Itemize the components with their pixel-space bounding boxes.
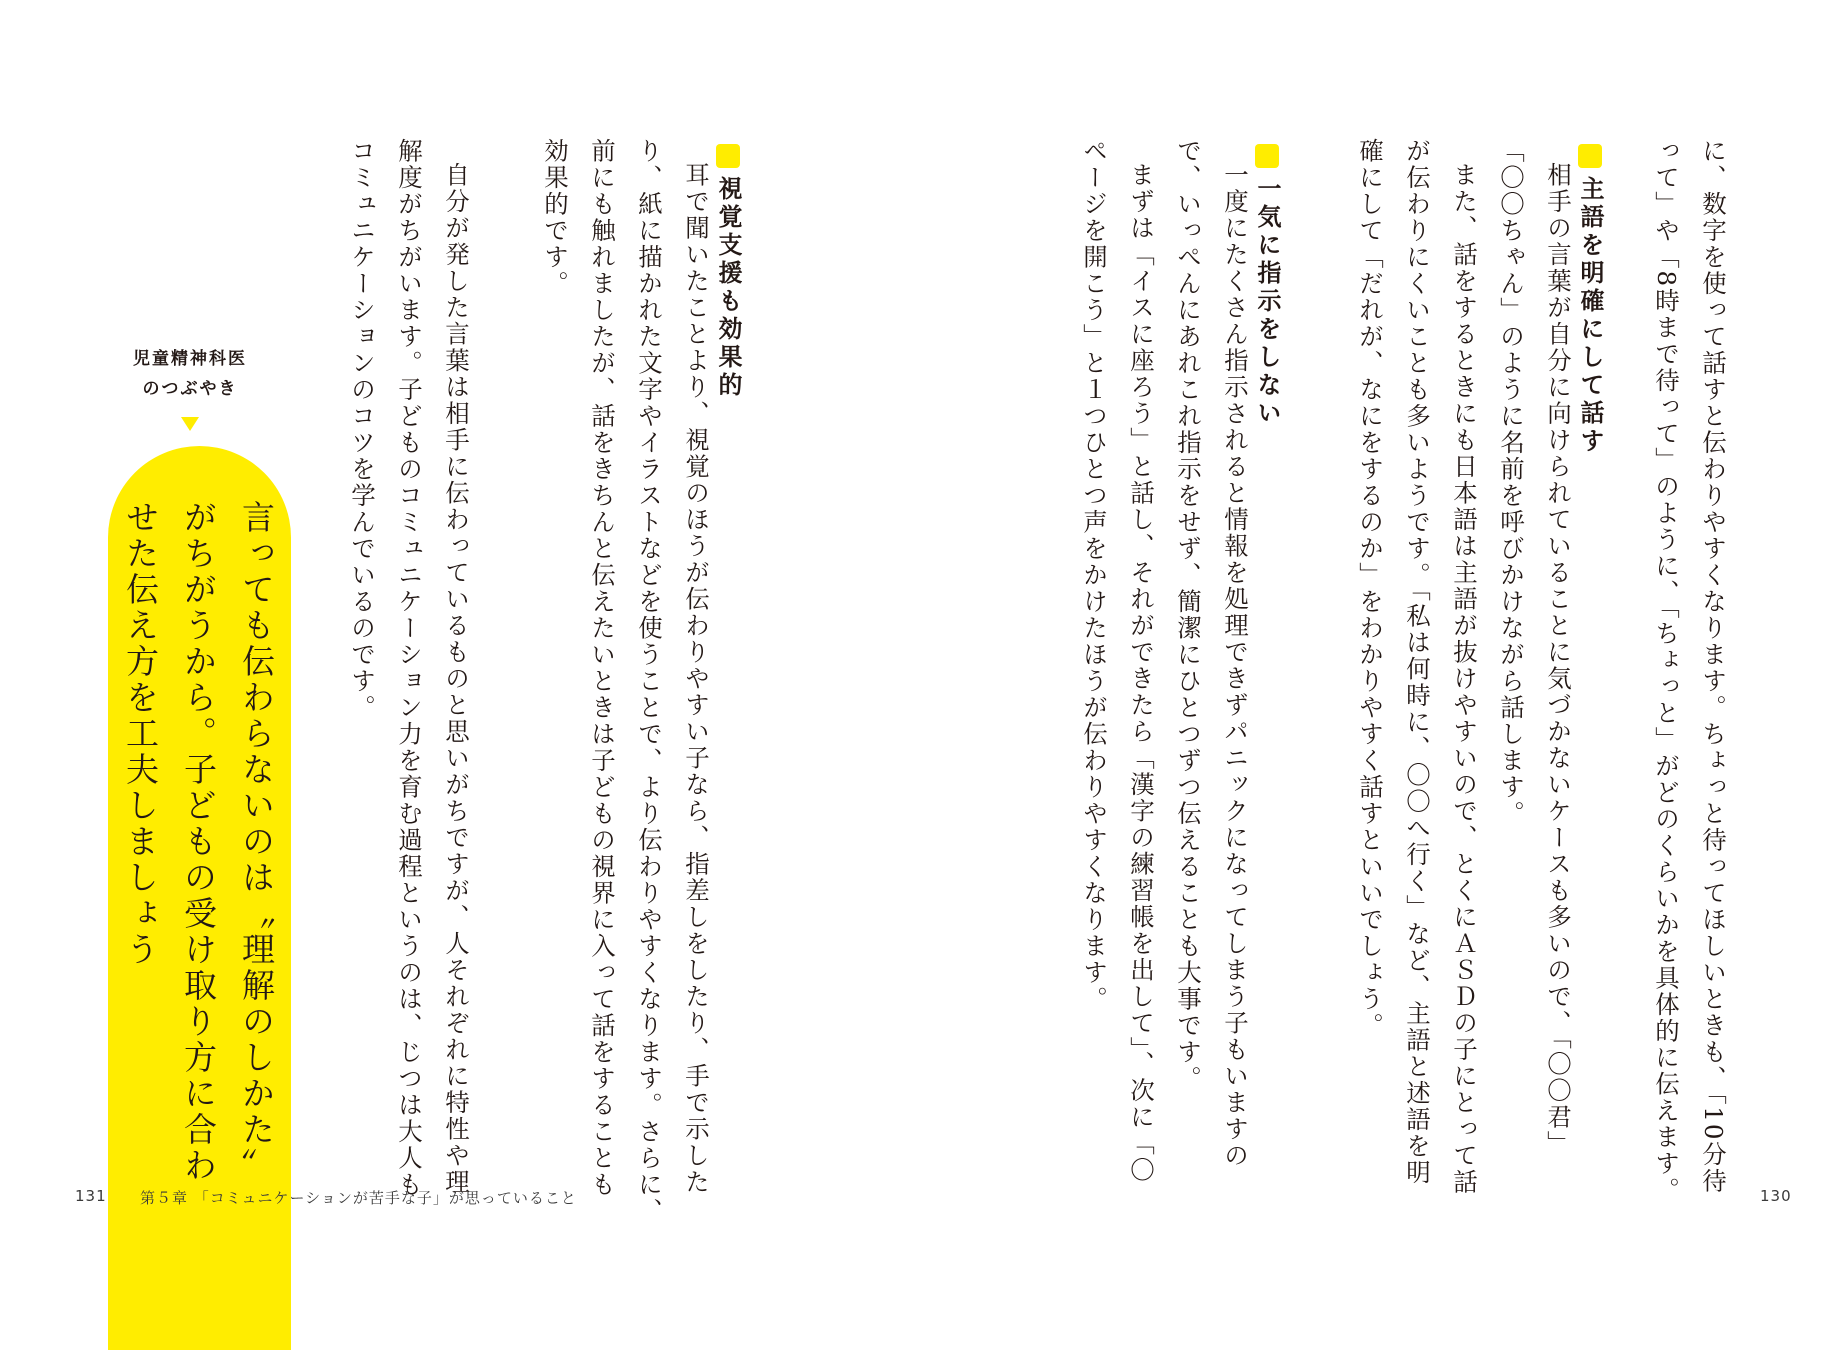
body-line: ページを開こう」と１つひとつ声をかけたほうが伝わりやすくなります。	[1080, 138, 1109, 1013]
quote-line: 言っても伝わらないのは〝理解のしかた〟	[237, 500, 276, 1184]
section-heading-instructions: 一気に指示をしない	[1253, 176, 1281, 428]
body-line: 耳で聞いたことより、視覚のほうが伝わりやすい子なら、指差しをしたり、手で示した	[682, 162, 711, 1196]
body-line: 相手の言葉が自分に向けられていることに気づかないケースも多いので、「〇〇君」	[1544, 162, 1573, 1157]
body-line: まずは「イスに座ろう」と話し、それができたら「漢字の練習帳を出して」、次に「〇	[1127, 162, 1156, 1184]
body-line: 確にして「だれが、なにをするのか」をわかりやすく話すといいでしょう。	[1356, 138, 1385, 1039]
body-line: 前にも触れましたが、話をきちんと伝えたいときは子どもの視界に入って話をすることも	[588, 138, 617, 1198]
body-line: 解度がちがいます。子どものコミュニケーション力を育む過程というのは、じつは大人も	[395, 138, 424, 1198]
tsubuyaki-label-line2: のつぶやき	[142, 379, 238, 399]
quote-line: せた伝え方を工夫しましょう	[121, 500, 160, 968]
tsubuyaki-label	[110, 344, 270, 404]
body-line: コミュニケーションのコツを学んでいるのです。	[348, 138, 377, 721]
body-line: で、いっぺんにあれこれ指示をせず、簡潔にひとつずつ伝えることも大事です。	[1174, 138, 1203, 1092]
body-line: 自分が発した言葉は相手に伝わっているものと思いがちですが、人それぞれに特性や理	[442, 162, 471, 1196]
tsubuyaki-label-line1: 児童精神科医	[133, 349, 247, 369]
running-head: 第５章 「コミュニケーションが苦手な子」が思っていること	[140, 1189, 577, 1207]
body-line: 効果的です。	[541, 138, 570, 297]
body-line: り、紙に描かれた文字やイラストなどを使うことで、より伝わりやすくなります。さらに、	[635, 138, 664, 1225]
section-heading-visual: 視覚支援も効果的	[714, 176, 742, 400]
body-line: また、話をするときにも日本語は主語が抜けやすいので、とくにＡＳＤの子にとって話	[1450, 162, 1479, 1196]
triangle-down-icon	[181, 417, 199, 431]
page-number-right: 130	[1760, 1187, 1792, 1205]
body-line: って」や「8時まで待って」のように、「ちょっと」がどのくらいかを具体的に伝えます。	[1652, 138, 1681, 1204]
body-line: に、数字を使って話すと伝わりやすくなります。ちょっと待ってほしいときも、「10分待	[1699, 138, 1728, 1195]
quote-line: がちがうから。子どもの受け取り方に合わ	[179, 500, 218, 1184]
section-heading-subject: 主語を明確にして話す	[1576, 176, 1604, 456]
body-line: が伝わりにくいことも多いようです。「私は何時に、〇〇へ行く」など、主語と述語を明	[1403, 138, 1432, 1186]
body-line: 「〇〇ちゃん」のように名前を呼びかけながら話します。	[1497, 138, 1526, 827]
body-line: 一度にたくさん指示されると情報を処理できずパニックになってしまう子もいますの	[1221, 162, 1250, 1169]
page-number-left: 131	[75, 1187, 107, 1205]
